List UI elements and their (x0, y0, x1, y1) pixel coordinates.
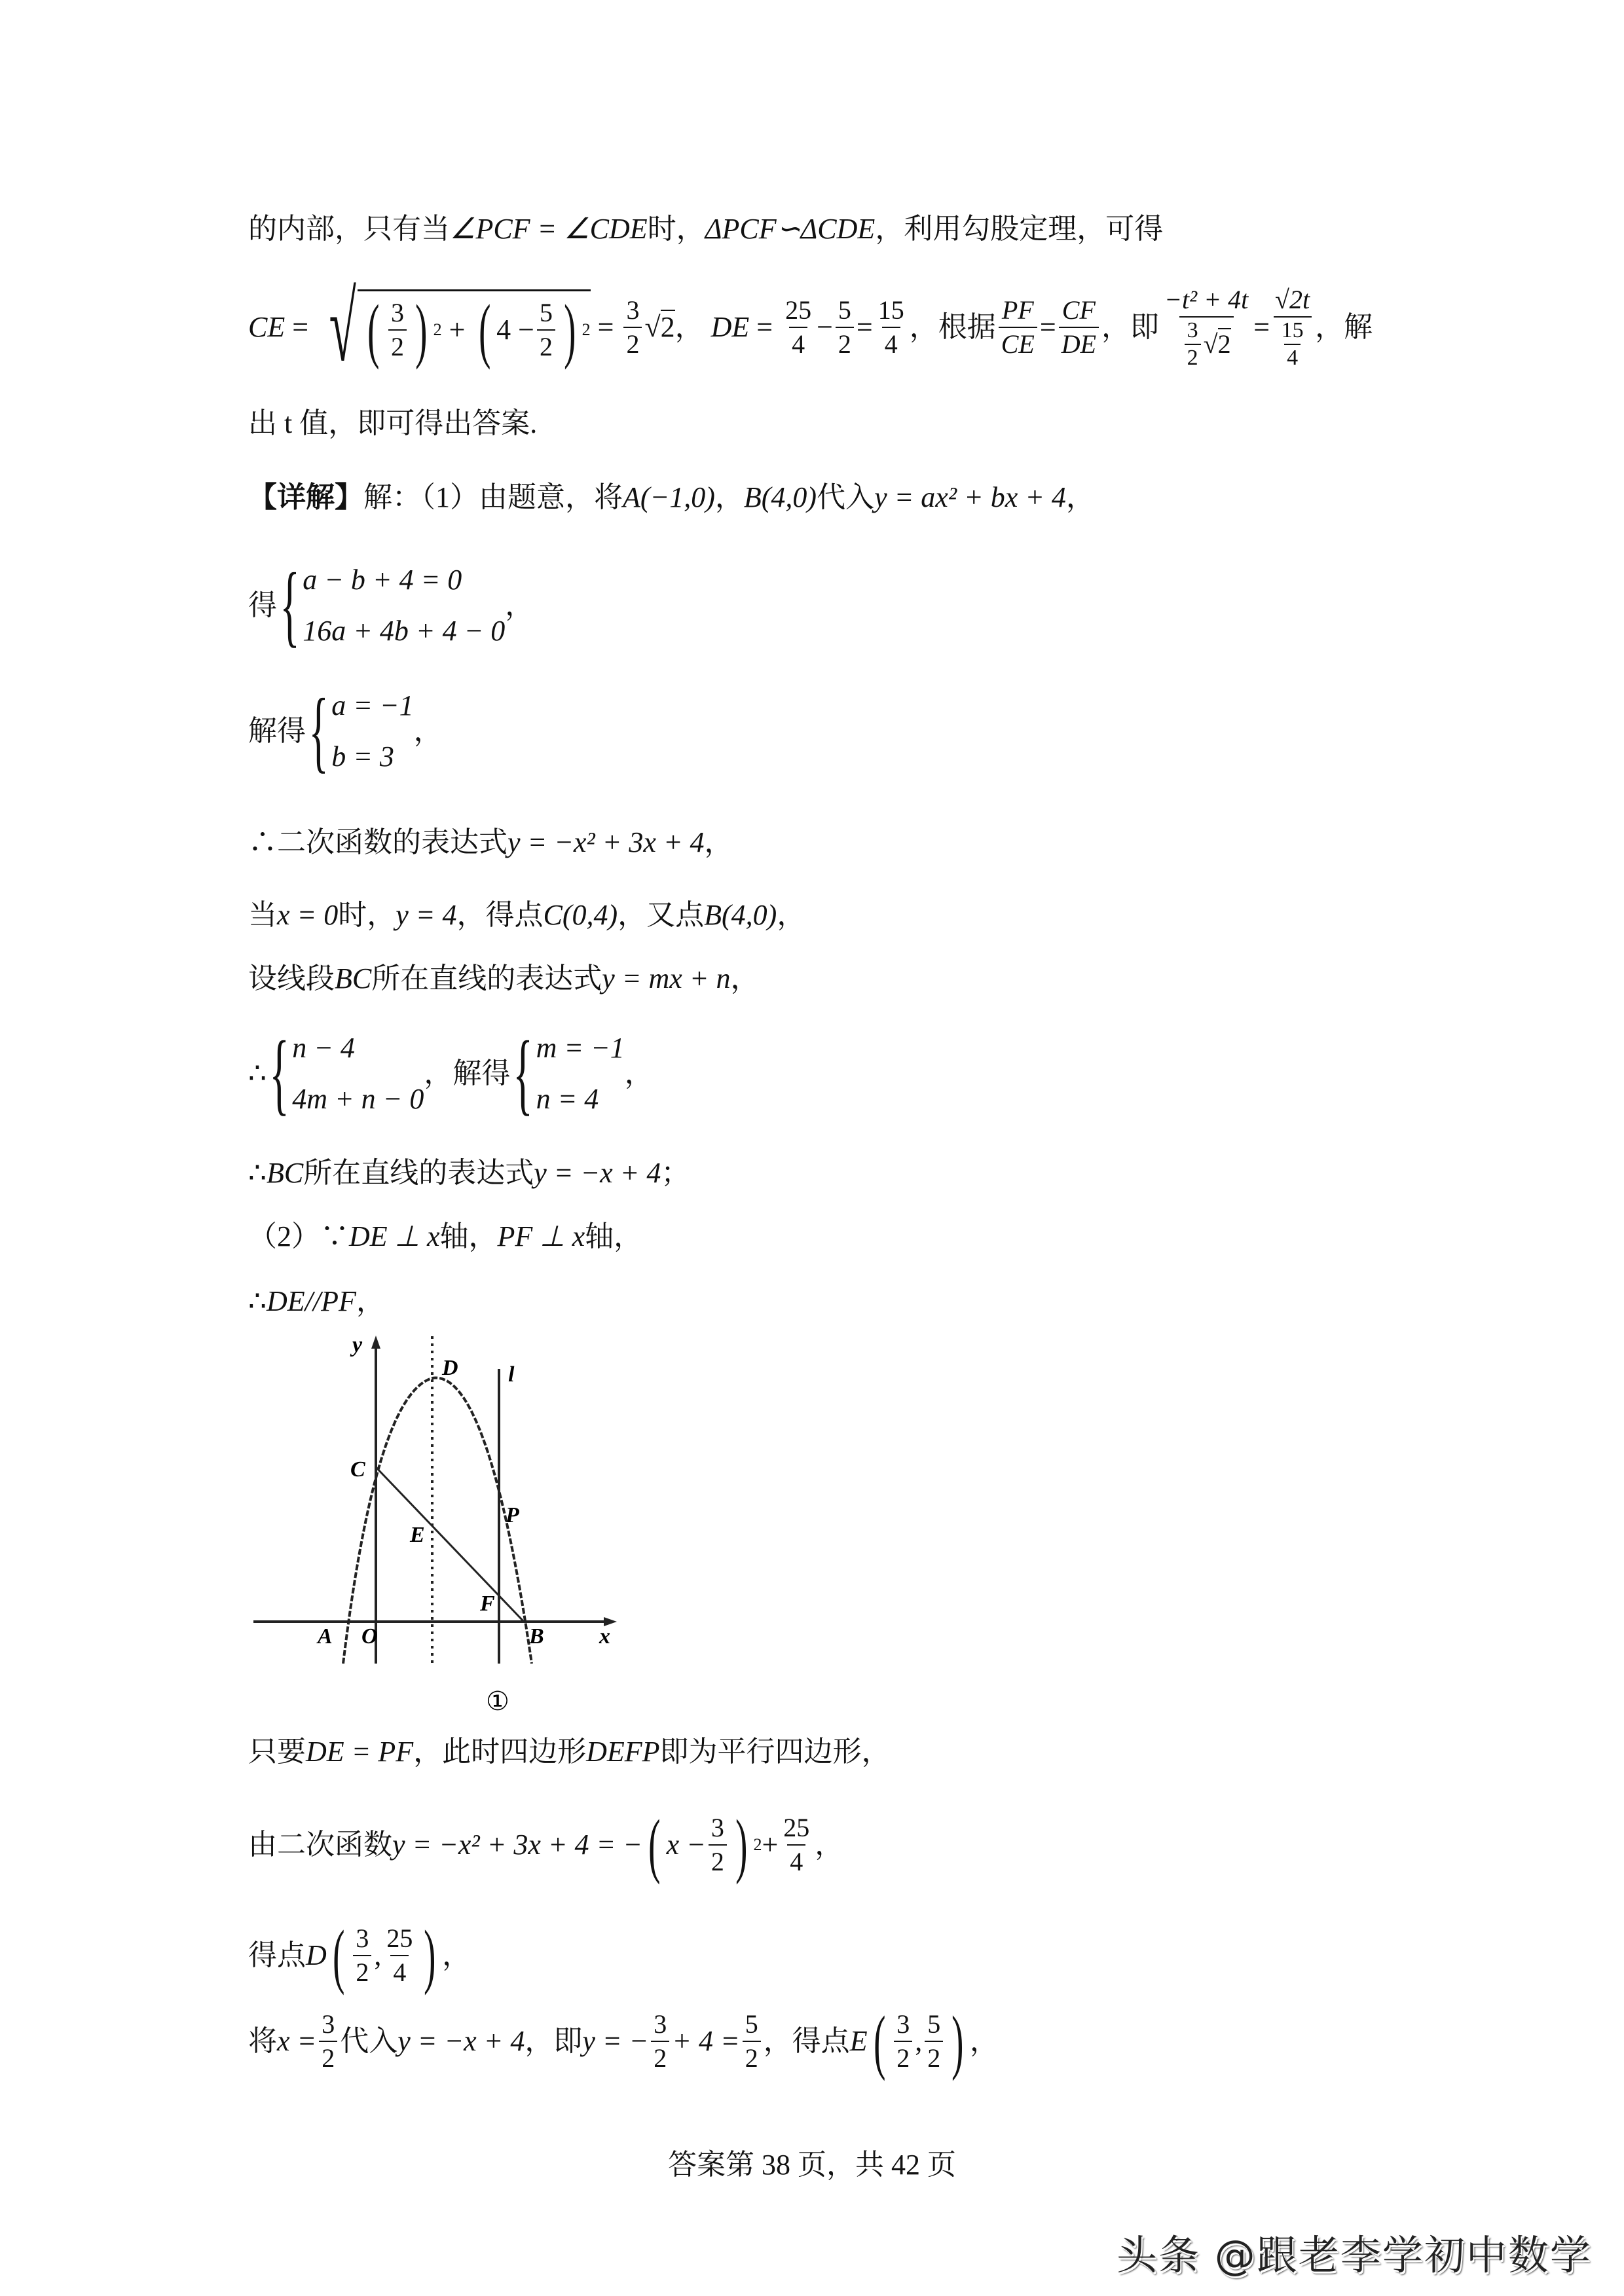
text-line-bc-line: 设线段 BC 所在直线的表达式 y = mx + n ， (248, 962, 760, 994)
fraction: $\frac{5}{2}$ (836, 294, 854, 361)
page-footer: 答案第 38 页，共 42 页 (668, 2149, 956, 2181)
text-line-point-c: 当 x = 0 时， y = 4 ，得点 C(0,4) ，又点 B(4,0) ， (248, 899, 806, 931)
text-line-quadratic: ∴二次函数的表达式 y = −x² + 3x + 4 ， (248, 826, 733, 858)
ratio-cf-de: $\frac{CF}{DE}$ (1059, 294, 1099, 361)
fraction: $\frac{3}{2}$ (388, 297, 407, 363)
text-line-parallel: ∴ DE//PF ， (248, 1285, 385, 1317)
equation-system-1: 得 { a − b + 4 = 0 16a + 4b + 4 − 0 ， (248, 555, 534, 656)
radical-sign: √ (329, 273, 356, 382)
complex-fraction-right: $\frac{√2t}{\frac{15}{4}}$ (1272, 283, 1312, 371)
radicand: ( $\frac{3}{2}$ ) 2 + ( 4 − $\frac{5}{2}$ ) 2 (358, 289, 590, 366)
segment-cb (376, 1467, 524, 1622)
brace: { (280, 555, 300, 656)
equation-system-3: ∴ { n − 4 4m + n − 0 ，解得 { m = −1 n = 4 ， (248, 1023, 654, 1124)
text-line-3: 出 t 值，即可得出答案. (248, 407, 538, 439)
label-a: A (318, 1624, 333, 1649)
figure-caption: ① (486, 1686, 509, 1716)
label-f: F (480, 1592, 495, 1616)
text-line-point-d: 得点 D ( $\frac{3}{2}$ , $\frac{25}{4}$ ) ， (248, 1916, 471, 1995)
label-l: l (508, 1362, 515, 1387)
text: 时， (647, 213, 705, 245)
label-x: x (599, 1624, 610, 1649)
math-ce: CE (248, 311, 286, 343)
parabola-figure (242, 1329, 635, 1722)
fraction: $\frac{5}{2}$ (537, 297, 555, 363)
equation-line-ce-de: CE = √ ( $\frac{3}{2}$ ) 2 + ( 4 − $\frac{5}{2}$ ) 2 = $\frac{3}{2}$ √2 ， DE = $\frac{25}{4}$ − $\frac{5}{2}$ = $\frac{15}{4}$ ，根据 $\frac{PF}{CE}$ = $\frac{CF}{DE}$ ，即 −t² + 4t $\frac{3}{2}$ √2 = $\frac{√2t}{\frac{15}{4}}$ ，解 (248, 273, 1373, 382)
label-o: O (361, 1624, 378, 1649)
label-b: B (529, 1624, 544, 1649)
text: ，利用勾股定理，可得 (875, 213, 1164, 245)
math-similar-triangles: ΔPCF∽ΔCDE (705, 213, 876, 245)
detailed-solution-heading: 【详解】 解：（1）由题意，将 A(−1,0) ， B(4,0) 代入 y = ax² + bx + 4 ， (248, 478, 1095, 517)
text-line-vertex-form: 由二次函数 y = −x² + 3x + 4 = − ( x − $\frac{3}{2}$ ) 2 + $\frac{25}{4}$ ， (248, 1805, 844, 1885)
text-line-part-2: （2）∵ DE ⊥ x 轴， PF ⊥ x 轴， (248, 1220, 643, 1252)
math-de: DE (710, 311, 750, 343)
equation-system-2: 解得 { a = −1 b = 3 ， (248, 680, 443, 782)
text-line-parallelogram: 只要 DE = PF ，此时四边形 DEFP 即为平行四边形， (248, 1736, 891, 1768)
ratio-pf-ce: $\frac{PF}{CE}$ (999, 294, 1037, 361)
text-line-bc-expression: ∴ BC 所在直线的表达式 y = −x + 4 ； (248, 1157, 690, 1189)
label-e: E (410, 1523, 425, 1547)
brace: { (269, 1023, 289, 1124)
fraction: $\frac{3}{2}$ (623, 294, 642, 361)
section-label: 【详解】 (248, 481, 363, 513)
text-line-1 (248, 210, 1163, 249)
label-y: y (352, 1333, 363, 1357)
text-line-point-e: 将 x = $\frac{3}{2}$ 代入 y = −x + 4 ，即 y = − $\frac{3}{2}$ + 4 = $\frac{5}{2}$ ，得点 E ( $\frac{3}{2}$ , $\frac{5}{2}$ ) ， (248, 2001, 999, 2081)
fraction: $\frac{15}{4}$ (876, 294, 907, 361)
brace: { (513, 1023, 534, 1124)
watermark: 头条 @跟老李学初中数学 (1116, 2231, 1592, 2279)
label-p: P (506, 1503, 519, 1527)
math-angle-equality: ∠PCF = ∠CDE (450, 213, 648, 245)
y-axis-arrow-icon (371, 1336, 380, 1349)
label-d: D (442, 1356, 458, 1380)
fraction: $\frac{25}{4}$ (783, 294, 814, 361)
sqrt-2: √2 (644, 311, 675, 343)
complex-fraction-left: −t² + 4t $\frac{3}{2}$ √2 (1164, 285, 1249, 370)
equals: = (285, 311, 316, 343)
sqrt-expression (316, 273, 591, 382)
label-c: C (350, 1457, 365, 1482)
brace: { (308, 680, 329, 782)
text: 的内部，只有当 (248, 213, 450, 245)
